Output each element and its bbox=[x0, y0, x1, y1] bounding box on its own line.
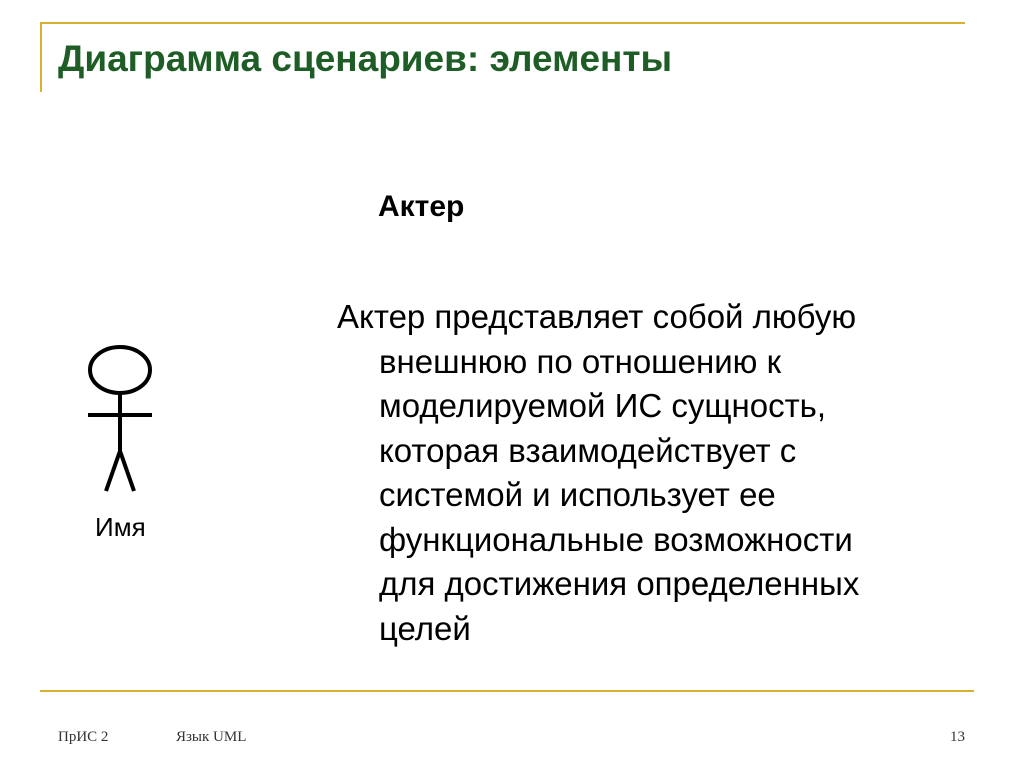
actor-name-label: Имя bbox=[95, 512, 146, 542]
definition-line: которая взаимодействует с bbox=[379, 431, 797, 469]
definition-line: внешнюю по отношению к bbox=[379, 342, 782, 380]
slide-title: Диаграмма сценариев: элементы bbox=[58, 38, 673, 79]
page-number: 13 bbox=[950, 729, 965, 745]
footer-topic: Язык UML bbox=[176, 729, 247, 745]
actor-definition bbox=[337, 295, 957, 651]
definition-line: для достижения определенных bbox=[379, 565, 860, 602]
definition-line: целей bbox=[379, 609, 471, 647]
actor-heading: Актер bbox=[378, 190, 465, 223]
left-rule bbox=[40, 22, 42, 92]
stick-figure-actor-icon bbox=[82, 343, 158, 493]
bottom-rule bbox=[40, 690, 974, 692]
footer-course: ПрИС 2 bbox=[58, 729, 109, 745]
definition-line: Актер представляет собой любую bbox=[337, 298, 857, 335]
definition-line: функциональные возможности bbox=[379, 520, 853, 558]
top-rule bbox=[40, 22, 965, 24]
definition-line: системой и использует ее bbox=[379, 476, 776, 513]
definition-line: моделируемой ИС сущность, bbox=[379, 387, 827, 424]
